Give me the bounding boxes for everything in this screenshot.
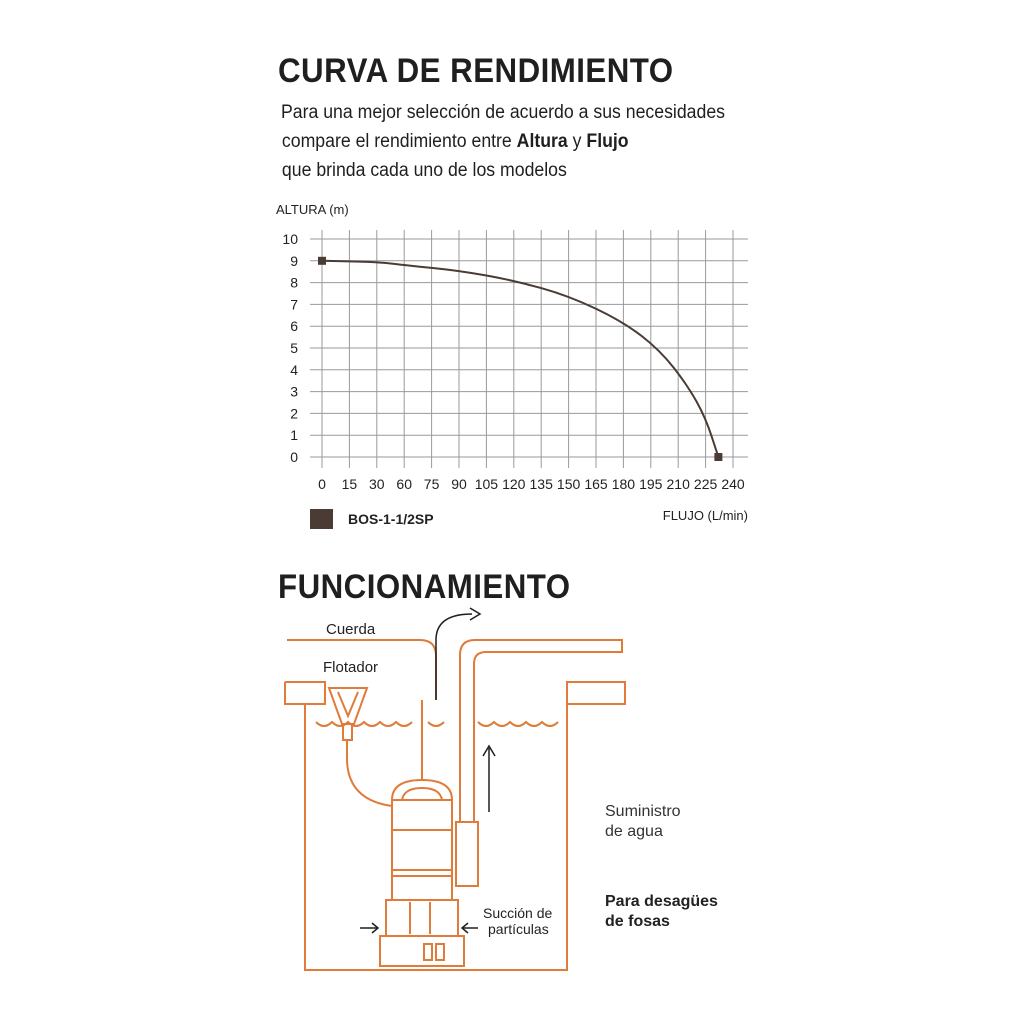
x-tick-label: 135 — [529, 476, 553, 492]
suction-label-2: partículas — [488, 921, 549, 937]
intro-line-2a: compare el rendimiento entre — [281, 131, 517, 152]
y-tick-labels — [282, 231, 298, 465]
y-tick-label: 10 — [282, 231, 298, 247]
y-tick-label: 4 — [290, 361, 298, 378]
discharge-pipe — [460, 640, 622, 822]
y-tick-label: 2 — [290, 405, 298, 422]
y-tick-label: 1 — [290, 427, 298, 444]
water-supply-label-1: Suministro — [605, 803, 681, 820]
intro-line-1: Para una mejor selección de acuerdo a sus necesidades — [281, 102, 725, 123]
y-tick-label: 6 — [290, 318, 298, 335]
y-tick-label: 9 — [290, 252, 298, 269]
x-tick-label: 105 — [474, 476, 499, 492]
float-stem — [343, 724, 352, 740]
x-tick-label: 15 — [341, 476, 358, 492]
x-tick-label: 195 — [639, 476, 663, 492]
y-tick-label: 3 — [290, 383, 298, 400]
intro-and: y — [567, 131, 587, 152]
y-tick-label: 8 — [290, 274, 298, 291]
x-tick-label: 150 — [556, 476, 581, 492]
x-tick-label: 75 — [423, 476, 440, 492]
y-tick-label: 5 — [290, 340, 298, 356]
pump-diagram — [0, 600, 1024, 1020]
suction-label-1: Succión de — [483, 905, 553, 921]
float-inner — [338, 692, 358, 716]
intro-flujo: Flujo — [586, 131, 629, 152]
x-tick-label: 240 — [721, 476, 745, 492]
x-axis-label: FLUJO (L/min) — [662, 508, 748, 523]
series-marker-start — [318, 257, 326, 265]
pump-foot — [380, 936, 464, 966]
series-marker-end — [714, 453, 722, 461]
legend-swatch — [310, 509, 333, 529]
y-tick-label: 0 — [290, 449, 298, 465]
legend-label: BOS-1-1/2SP — [348, 511, 434, 527]
float-cord — [347, 740, 392, 806]
outflow-arrow — [436, 614, 472, 700]
x-tick-label: 210 — [666, 476, 690, 492]
x-tick-label: 60 — [396, 476, 412, 492]
series-line — [322, 261, 718, 457]
x-tick-label: 90 — [451, 476, 467, 492]
x-tick-label: 0 — [318, 476, 326, 492]
x-tick-label: 120 — [502, 476, 526, 492]
performance-title: CURVA DE RENDIMIENTO — [278, 52, 674, 90]
x-tick-label: 180 — [611, 476, 636, 492]
function-title: FUNCIONAMIENTO — [278, 568, 571, 606]
pit-drain-label-2: de fosas — [605, 913, 670, 930]
x-tick-label: 225 — [693, 476, 718, 492]
intro-altura: Altura — [516, 131, 568, 152]
pump-handle — [402, 788, 442, 800]
pump-outlet — [456, 822, 478, 886]
pump-base — [386, 900, 458, 936]
x-tick-labels — [318, 476, 745, 492]
float-label: Flotador — [323, 659, 379, 676]
x-tick-label: 30 — [369, 476, 385, 492]
x-tick-label: 165 — [584, 476, 608, 492]
chart-grid — [310, 230, 748, 468]
pit-drain-label-1: Para desagües — [605, 893, 718, 910]
chart-series — [318, 257, 722, 461]
y-axis-label: ALTURA (m) — [276, 202, 349, 217]
cord-label: Cuerda — [326, 621, 376, 638]
y-tick-label: 7 — [290, 296, 298, 313]
intro-line-3: que brinda cada uno de los modelos — [281, 160, 567, 181]
pit-left-ledge — [285, 682, 305, 704]
water-supply-label-2: de agua — [605, 823, 663, 840]
pump-body — [392, 800, 452, 900]
